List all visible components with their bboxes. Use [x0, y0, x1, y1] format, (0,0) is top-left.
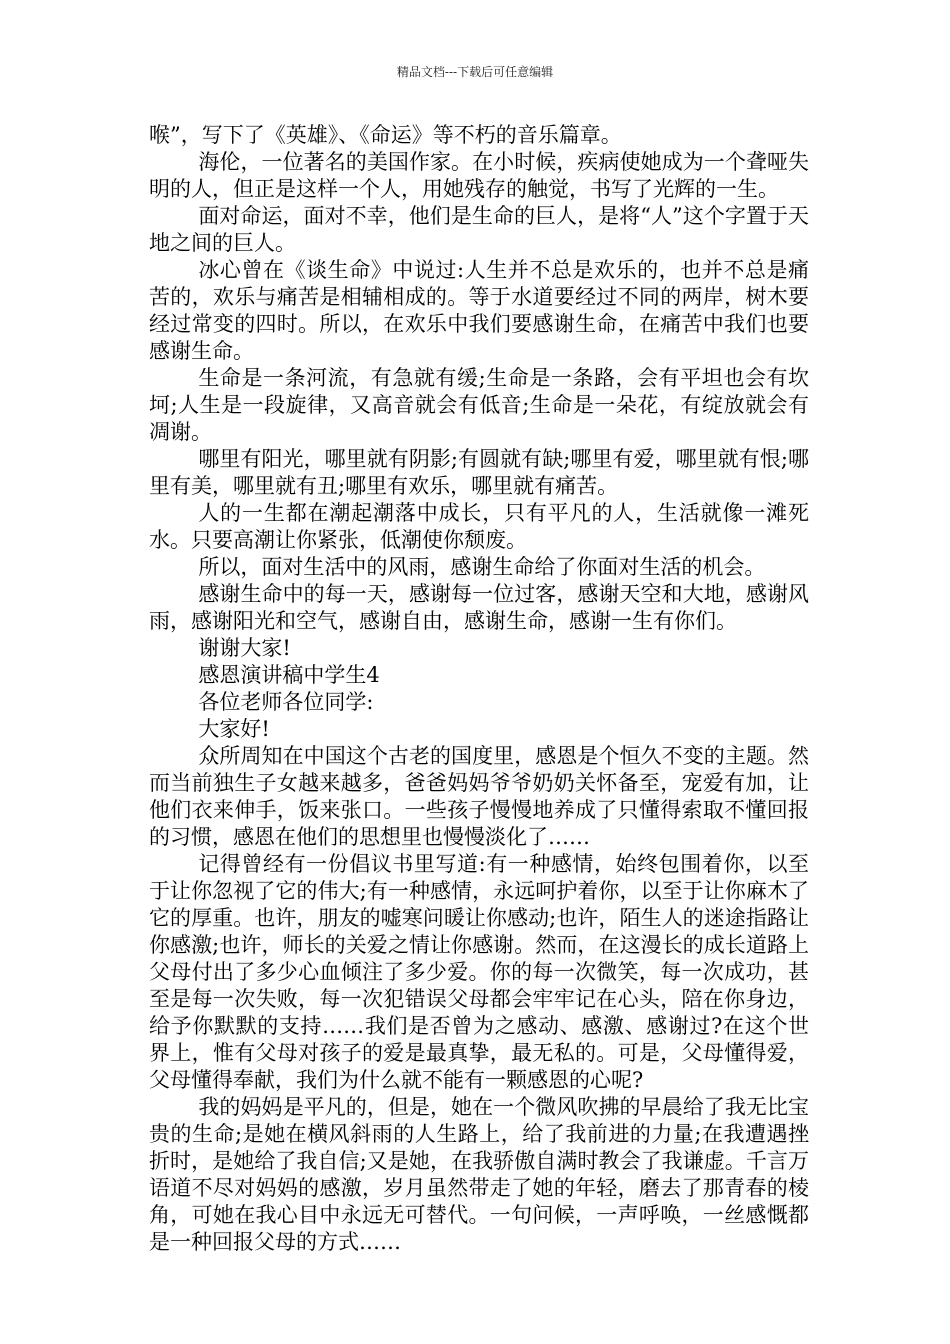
paragraph: 面对命运，面对不幸，他们是生命的巨人，是将“人”这个字置于天地之间的巨人。: [149, 204, 809, 255]
paragraph: 喉”，写下了《英雄》、《命运》等不朽的音乐篇章。: [149, 123, 622, 147]
paragraph: 我的妈妈是平凡的，但是，她在一个微风吹拂的早晨给了我无比宝贵的生命;是她在横风斜雨的人生路上，给了我前进的力量;在我遭遇挫折时，是她给了我自信;又是她，在我骄傲自满时教会了我谦虚。千言万语道不尽对妈妈的感激，岁月虽然带走了她的年轻，磨去了那青春的棱角，可她在我心目中永远无可替代。一句问候，一声呼唤，一丝感慨都是一种回报父母的方式……: [149, 1095, 809, 1254]
page-header: 精品文档---下载后可任意编辑: [396, 65, 554, 79]
salutation: 各位老师各位同学:: [198, 690, 374, 714]
document-body: [149, 122, 809, 1256]
paragraph: 人的一生都在潮起潮落中成长，只有平凡的人，生活就像一滩死水。只要高潮让你紧张，低潮使你颓废。: [149, 501, 809, 552]
section-heading: 感恩演讲稿中学生4: [198, 663, 380, 687]
paragraph: 哪里有阳光，哪里就有阴影;有圆就有缺;哪里有爱，哪里就有恨;哪里有美，哪里就有丑;哪里有欢乐，哪里就有痛苦。: [149, 447, 809, 498]
paragraph: 记得曾经有一份倡议书里写道:有一种感情，始终包围着你，以至于让你忽视了它的伟大;有一种感情，永远呵护着你，以至于让你麻木了它的厚重。也许，朋友的嘘寒问暖让你感动;也许，陌生人的迷途指路让你感激;也许，师长的关爱之情让你感谢。然而，在这漫长的成长道路上父母付出了多少心血倾注了多少爱。你的每一次微笑，每一次成功，甚至是每一次失败，每一次犯错误父母都会牢牢记在心头，陪在你身边，给予你默默的支持……我们是否曾为之感动、感激、感谢过?在这个世界上，惟有父母对孩子的爱是最真挚，最无私的。可是，父母懂得爱，父母懂得奉献，我们为什么就不能有一颗感恩的心呢?: [149, 852, 809, 1092]
paragraph: 所以，面对生活中的风雨，感谢生命给了你面对生活的机会。: [198, 555, 766, 579]
paragraph: 谢谢大家!: [198, 636, 291, 660]
paragraph: 感谢生命中的每一天，感谢每一位过客，感谢天空和大地，感谢风雨，感谢阳光和空气，感谢自由，感谢生命，感谢一生有你们。: [149, 582, 809, 633]
paragraph: 冰心曾在《谈生命》中说过:人生并不总是欢乐的，也并不总是痛苦的，欢乐与痛苦是相辅相成的。等于水道要经过不同的两岸，树木要经过常变的四时。所以，在欢乐中我们要感谢生命，在痛苦中我们也要感谢生命。: [149, 258, 809, 363]
paragraph: 众所周知在中国这个古老的国度里，感恩是个恒久不变的主题。然而当前独生子女越来越多，爸爸妈妈爷爷奶奶关怀备至，宠爱有加，让他们衣来伸手，饭来张口。一些孩子慢慢地养成了只懂得索取不懂回报的习惯，感恩在他们的思想里也慢慢淡化了……: [149, 744, 809, 849]
paragraph: 生命是一条河流，有急就有缓;生命是一条路，会有平坦也会有坎坷;人生是一段旋律，又高音就会有低音;生命是一朵花，有绽放就会有凋谢。: [149, 366, 809, 444]
greeting: 大家好!: [198, 717, 270, 741]
paragraph: 海伦，一位著名的美国作家。在小时候，疾病使她成为一个聋哑失明的人，但正是这样一个人，用她残存的触觉，书写了光辉的一生。: [149, 150, 809, 201]
